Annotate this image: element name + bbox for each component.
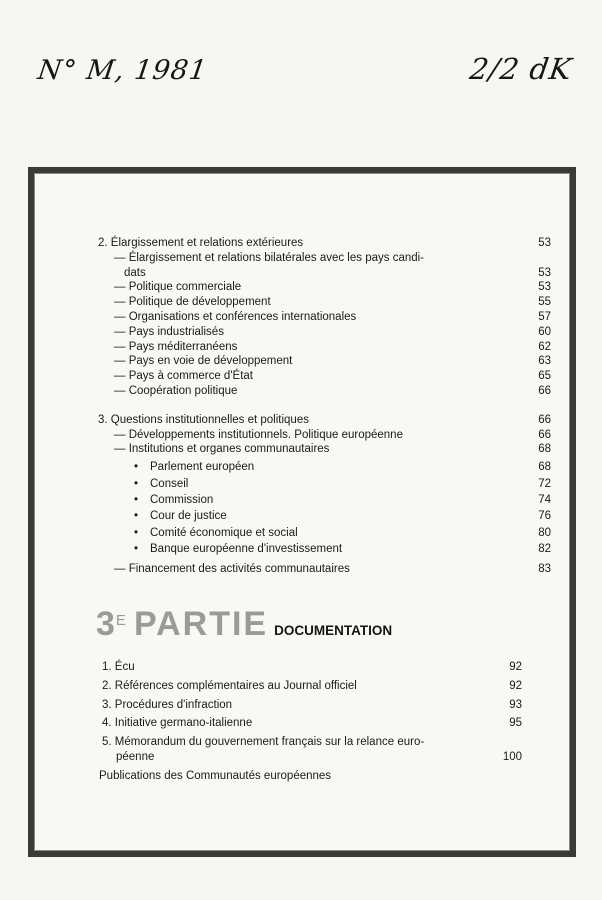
documentation-list bbox=[99, 660, 522, 788]
toc-heading-label: 2. Élargissement et relations extérieures bbox=[98, 237, 304, 249]
toc-page-number: 63 bbox=[538, 355, 551, 368]
toc-subitem-label bbox=[98, 541, 521, 557]
toc-item bbox=[98, 251, 551, 266]
toc-item-label: — Institutions et organes communautaires bbox=[98, 442, 521, 457]
doc-page-number: 95 bbox=[509, 717, 522, 730]
toc-item-label: — Élargissement et relations bilatérales avec les pays candi- bbox=[98, 251, 521, 266]
doc-item bbox=[102, 698, 522, 713]
toc-page-number: 72 bbox=[538, 477, 551, 490]
doc-page-number: 92 bbox=[509, 661, 522, 673]
doc-page-number: 92 bbox=[509, 679, 522, 692]
doc-page-number: 100 bbox=[502, 750, 522, 763]
toc-item bbox=[98, 369, 551, 384]
doc-item bbox=[102, 679, 522, 694]
toc-subitem-label bbox=[98, 476, 521, 492]
toc-subitem-text: Comité économique et social bbox=[150, 526, 298, 539]
part-heading bbox=[96, 605, 392, 644]
toc-item-label: — Pays industrialisés bbox=[98, 325, 521, 340]
toc-subitem-label bbox=[98, 459, 521, 475]
toc-section-2 bbox=[98, 236, 551, 399]
toc-subitem-text: Banque européenne d'investissement bbox=[150, 543, 343, 556]
toc-subitem bbox=[98, 476, 551, 492]
toc-page-number: 53 bbox=[538, 281, 551, 294]
toc-page-number: 53 bbox=[538, 237, 551, 249]
toc-subitem-label bbox=[98, 492, 521, 508]
toc-item bbox=[98, 280, 551, 295]
toc-page-number: 83 bbox=[538, 562, 551, 575]
doc-item-label: 5. Mémorandum du gouvernement français sur la relance euro- bbox=[102, 736, 425, 749]
part-number: 3 bbox=[96, 605, 116, 643]
handwritten-reference-number: N° M, 1981 bbox=[35, 55, 210, 86]
handwritten-page-mark: 2/2 dK bbox=[467, 52, 575, 86]
toc-heading bbox=[98, 236, 551, 251]
toc-subitem-label bbox=[98, 508, 521, 524]
toc-page-number: 53 bbox=[538, 266, 551, 279]
toc-subitem-text: Cour de justice bbox=[150, 510, 227, 523]
toc-item bbox=[98, 442, 551, 457]
toc-section-3 bbox=[98, 413, 551, 577]
part-superscript: E bbox=[115, 612, 126, 629]
toc-subitem-text: Commission bbox=[150, 493, 214, 506]
toc-item bbox=[98, 295, 551, 310]
toc-subitem bbox=[98, 508, 551, 524]
toc-page-number: 82 bbox=[538, 543, 551, 556]
doc-item bbox=[102, 735, 522, 750]
page-frame bbox=[28, 167, 576, 857]
toc-page-number: 62 bbox=[538, 340, 551, 353]
toc-page-number: 80 bbox=[538, 526, 551, 539]
toc-item bbox=[98, 428, 551, 443]
toc-item-label: — Politique de développement bbox=[98, 295, 521, 310]
toc-heading bbox=[98, 413, 551, 428]
toc-page-number: 66 bbox=[538, 428, 551, 441]
toc-item-label: — Pays à commerce d'État bbox=[98, 369, 521, 384]
toc-subitem bbox=[98, 459, 551, 475]
toc-item-continuation bbox=[98, 266, 551, 281]
toc-page-number: 68 bbox=[538, 461, 551, 474]
toc-item-label: — Politique commerciale bbox=[98, 280, 521, 295]
doc-item-label: 1. Écu bbox=[102, 661, 135, 673]
toc-item-label: dats bbox=[124, 266, 146, 279]
doc-item-continuation bbox=[102, 750, 522, 765]
toc-subitem bbox=[98, 541, 551, 557]
doc-item-label: 4. Initiative germano-italienne bbox=[102, 717, 253, 730]
toc-subitem bbox=[98, 525, 551, 541]
publications-line bbox=[99, 769, 522, 784]
toc-page-number: 55 bbox=[538, 296, 551, 309]
toc-item-label: — Pays méditerranéens bbox=[98, 340, 521, 355]
doc-page-number: 93 bbox=[509, 698, 522, 711]
doc-item bbox=[102, 716, 522, 731]
toc-item-label: — Pays en voie de développement bbox=[98, 354, 521, 369]
doc-item-label: 2. Références complémentaires au Journal officiel bbox=[102, 679, 357, 692]
toc-page-number: 74 bbox=[538, 493, 551, 506]
toc-subitem-label bbox=[98, 525, 521, 541]
toc-item bbox=[98, 384, 551, 399]
toc-item bbox=[98, 354, 551, 369]
toc-subitem-text: Conseil bbox=[150, 477, 189, 490]
toc-subitem bbox=[98, 492, 551, 508]
toc-item-label: — Développements institutionnels. Politique européenne bbox=[98, 428, 521, 443]
publications-label: Publications des Communautés européennes bbox=[99, 769, 332, 782]
toc-item bbox=[98, 340, 551, 355]
toc-page-number: 57 bbox=[538, 310, 551, 323]
part-word: PARTIE bbox=[133, 605, 269, 643]
toc-page-number: 76 bbox=[538, 510, 551, 523]
toc-page-number: 65 bbox=[538, 370, 551, 383]
toc-item-label: — Coopération politique bbox=[98, 384, 521, 399]
doc-item bbox=[102, 660, 522, 675]
doc-item-label: 3. Procédures d'infraction bbox=[102, 698, 233, 711]
toc-content bbox=[98, 236, 551, 586]
toc-item bbox=[98, 325, 551, 340]
toc-item-label: — Financement des activités communautaires bbox=[98, 562, 521, 577]
part-subtitle: DOCUMENTATION bbox=[274, 623, 393, 638]
toc-page-number: 60 bbox=[538, 325, 551, 338]
toc-page-number: 66 bbox=[538, 384, 551, 397]
toc-item bbox=[98, 310, 551, 325]
doc-item-label: péenne bbox=[116, 750, 155, 763]
toc-page-number: 68 bbox=[538, 443, 551, 456]
toc-page-number: 66 bbox=[538, 413, 551, 426]
toc-item bbox=[98, 562, 551, 577]
toc-subitem-text: Parlement européen bbox=[150, 461, 255, 474]
toc-heading-label: 3. Questions institutionnelles et politiques bbox=[98, 413, 309, 426]
toc-item-label: — Organisations et conférences internationales bbox=[98, 310, 521, 325]
